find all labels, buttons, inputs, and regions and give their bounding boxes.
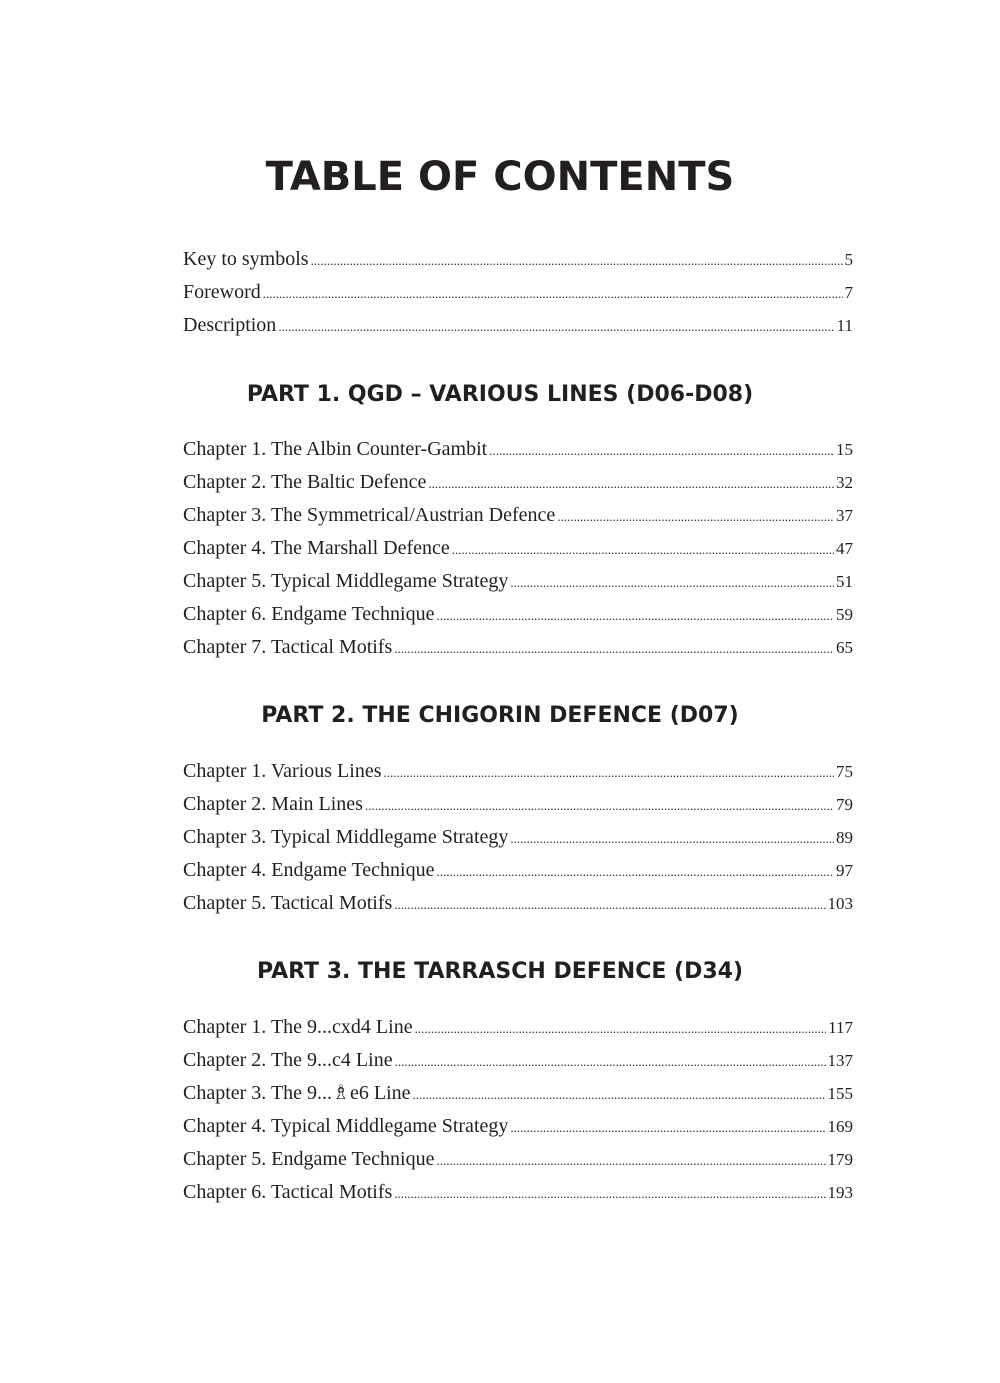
toc-entry[interactable] bbox=[183, 532, 853, 565]
part-2-chapter-list bbox=[183, 755, 853, 920]
toc-entry-label: Chapter 5. Typical Middlegame Strategy bbox=[183, 570, 509, 592]
toc-entry[interactable] bbox=[183, 466, 853, 499]
toc-entry[interactable] bbox=[183, 821, 853, 854]
toc-entry-page: 7 bbox=[844, 283, 853, 302]
toc-entry-page: 32 bbox=[836, 473, 853, 492]
toc-entry-page: 15 bbox=[836, 440, 853, 459]
dot-leader bbox=[452, 533, 834, 566]
toc-entry-label: Chapter 3. The 9...♗e6 Line bbox=[183, 1082, 411, 1104]
dot-leader bbox=[311, 244, 843, 277]
toc-entry[interactable] bbox=[183, 1143, 853, 1176]
dot-leader bbox=[436, 599, 834, 632]
dot-leader bbox=[263, 277, 843, 310]
toc-entry[interactable] bbox=[183, 276, 853, 309]
toc-entry-label: Chapter 5. Tactical Motifs bbox=[183, 892, 393, 914]
toc-entry-label: Foreword bbox=[183, 281, 261, 303]
dot-leader bbox=[394, 632, 834, 665]
toc-entry-page: 37 bbox=[836, 506, 853, 525]
toc-entry-page: 89 bbox=[836, 828, 853, 847]
toc-entry[interactable] bbox=[183, 433, 853, 466]
toc-entry[interactable] bbox=[183, 788, 853, 821]
dot-leader bbox=[510, 822, 834, 855]
toc-entry-label: Chapter 1. The 9...cxd4 Line bbox=[183, 1016, 413, 1038]
toc-entry-label: Chapter 4. Endgame Technique bbox=[183, 859, 435, 881]
toc-entry[interactable] bbox=[183, 243, 853, 276]
toc-entry-page: 59 bbox=[836, 605, 853, 624]
toc-entry-label: Chapter 3. Typical Middlegame Strategy bbox=[183, 826, 509, 848]
toc-entry-page: 117 bbox=[828, 1018, 853, 1037]
toc-entry[interactable] bbox=[183, 1176, 853, 1209]
dot-leader bbox=[510, 566, 834, 599]
toc-entry-label: Chapter 5. Endgame Technique bbox=[183, 1148, 435, 1170]
toc-entry-page: 155 bbox=[827, 1084, 853, 1103]
toc-entry-page: 11 bbox=[836, 316, 853, 335]
toc-entry-label: Description bbox=[183, 314, 277, 336]
dot-leader bbox=[395, 1045, 826, 1078]
part-2-heading: PART 2. THE CHIGORIN DEFENCE (D07) bbox=[261, 703, 739, 728]
dot-leader bbox=[394, 888, 825, 921]
part-3-chapter-list bbox=[183, 1011, 853, 1209]
toc-entry-label: Chapter 2. Main Lines bbox=[183, 793, 363, 815]
dot-leader bbox=[557, 500, 834, 533]
dot-leader bbox=[489, 434, 834, 467]
part-3-heading: PART 3. THE TARRASCH DEFENCE (D34) bbox=[256, 959, 744, 984]
toc-entry[interactable] bbox=[183, 1110, 853, 1143]
toc-entry[interactable] bbox=[183, 499, 853, 532]
dot-leader bbox=[436, 855, 834, 888]
dot-leader bbox=[278, 310, 834, 343]
toc-entry-label: Chapter 1. Various Lines bbox=[183, 760, 382, 782]
toc-entry[interactable] bbox=[183, 755, 853, 788]
toc-entry[interactable] bbox=[183, 887, 853, 920]
toc-entry-label: Chapter 1. The Albin Counter-Gambit bbox=[183, 438, 488, 460]
toc-entry[interactable] bbox=[183, 631, 853, 664]
toc-entry-page: 75 bbox=[836, 762, 853, 781]
page-title: TABLE OF CONTENTS bbox=[265, 154, 735, 200]
toc-entry-page: 179 bbox=[827, 1150, 853, 1169]
dot-leader bbox=[394, 1177, 825, 1210]
toc-entry-label: Chapter 4. Typical Middlegame Strategy bbox=[183, 1115, 509, 1137]
toc-entry-label: Chapter 2. The 9...c4 Line bbox=[183, 1049, 393, 1071]
toc-entry[interactable] bbox=[183, 1011, 853, 1044]
dot-leader bbox=[365, 789, 834, 822]
toc-entry[interactable] bbox=[183, 1077, 853, 1110]
dot-leader bbox=[415, 1012, 827, 1045]
toc-entry-page: 65 bbox=[836, 638, 853, 657]
toc-entry-label: Chapter 7. Tactical Motifs bbox=[183, 636, 393, 658]
toc-entry[interactable] bbox=[183, 854, 853, 887]
toc-entry-label: Chapter 6. Tactical Motifs bbox=[183, 1181, 393, 1203]
dot-leader bbox=[428, 467, 834, 500]
toc-entry-page: 97 bbox=[836, 861, 853, 880]
dot-leader bbox=[413, 1078, 826, 1111]
toc-entry-label: Chapter 2. The Baltic Defence bbox=[183, 471, 427, 493]
toc-entry-page: 193 bbox=[827, 1183, 853, 1202]
toc-entry-page: 47 bbox=[836, 539, 853, 558]
toc-entry[interactable] bbox=[183, 1044, 853, 1077]
toc-entry[interactable] bbox=[183, 598, 853, 631]
toc-entry-page: 51 bbox=[836, 572, 853, 591]
toc-entry-page: 79 bbox=[836, 795, 853, 814]
toc-entry-page: 103 bbox=[827, 894, 853, 913]
toc-entry-label: Chapter 4. The Marshall Defence bbox=[183, 537, 450, 559]
intro-list bbox=[183, 243, 853, 342]
toc-entry[interactable] bbox=[183, 309, 853, 342]
dot-leader bbox=[436, 1144, 825, 1177]
dot-leader bbox=[384, 756, 835, 789]
toc-entry-page: 169 bbox=[827, 1117, 853, 1136]
dot-leader bbox=[510, 1111, 825, 1144]
toc-entry-page: 137 bbox=[827, 1051, 853, 1070]
part-1-heading: PART 1. QGD – VARIOUS LINES (D06-D08) bbox=[246, 382, 754, 407]
part-1-chapter-list bbox=[183, 433, 853, 664]
toc-entry-label: Chapter 3. The Symmetrical/Austrian Defence bbox=[183, 504, 556, 526]
toc-entry-page: 5 bbox=[844, 250, 853, 269]
toc-entry-label: Key to symbols bbox=[183, 248, 309, 270]
toc-entry-label: Chapter 6. Endgame Technique bbox=[183, 603, 435, 625]
toc-entry[interactable] bbox=[183, 565, 853, 598]
